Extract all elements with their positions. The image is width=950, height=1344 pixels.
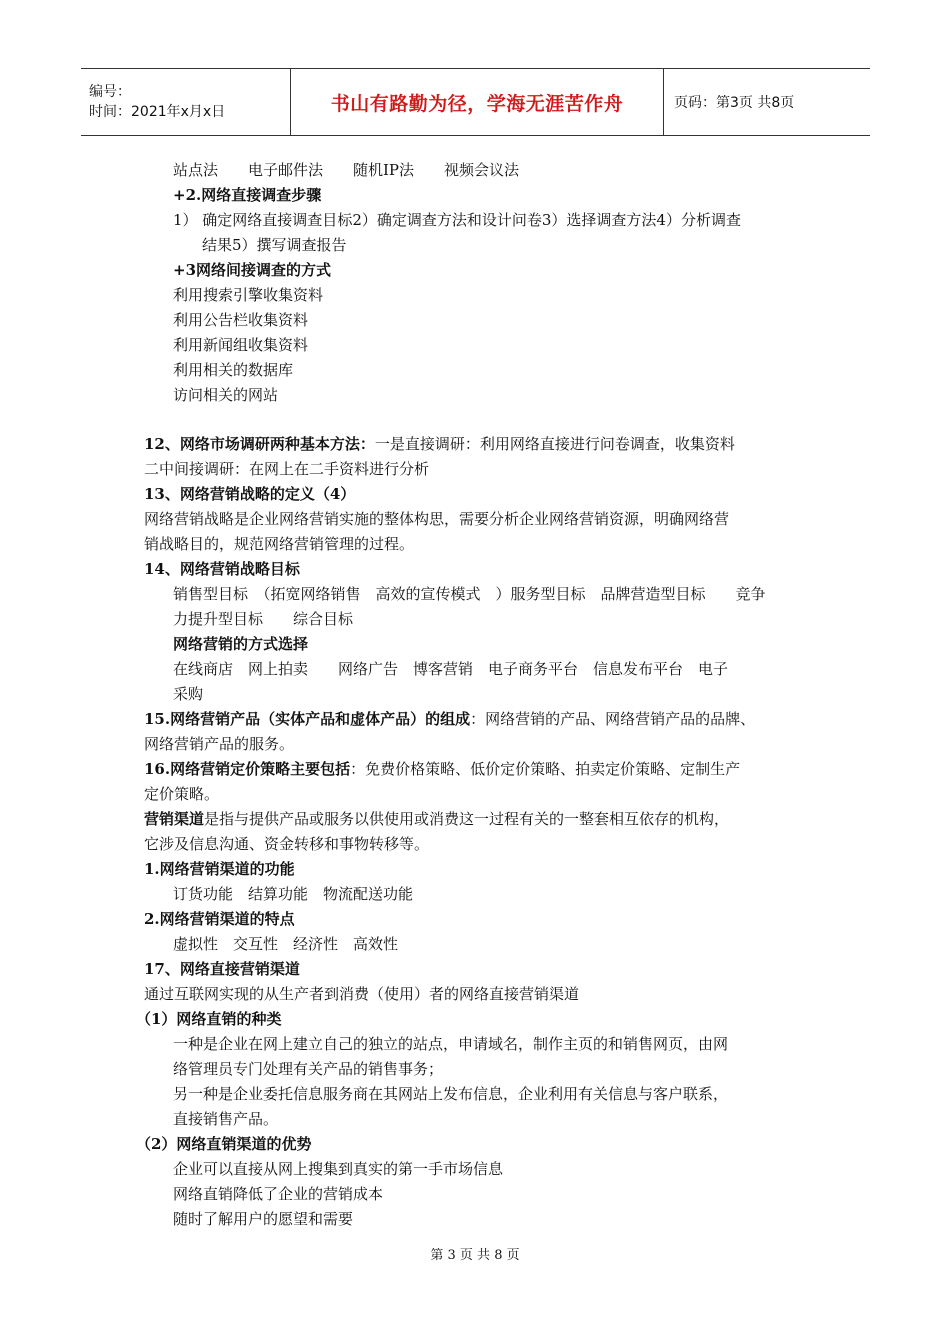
list-item: 网络直销降低了企业的营销成本 (173, 1185, 384, 1203)
paragraph-line: 直接销售产品。 (173, 1110, 279, 1128)
paragraph-line: 一种是企业在网上建立自己的独立的站点，申请域名，制作主页的和销售网页，由网 (173, 1035, 729, 1053)
section-heading: （2）网络直销渠道的优势 (136, 1135, 312, 1153)
list-item: 随时了解用户的愿望和需要 (173, 1210, 354, 1228)
inline-text: ：网络营销的产品、网络营销产品的品牌、 (470, 710, 756, 728)
page-header (81, 68, 870, 136)
paragraph-line (144, 757, 740, 781)
paragraph-line (144, 432, 735, 456)
section-heading: +3网络间接调查的方式 (173, 261, 332, 279)
paragraph-line: 订货功能 结算功能 物流配送功能 (173, 885, 414, 903)
paragraph-line: 网络营销战略是企业网络营销实施的整体构思，需要分析企业网络营销资源，明确网络营 (144, 510, 730, 528)
paragraph-line: 它涉及信息沟通、资金转移和事物转移等。 (144, 835, 430, 853)
paragraph-line: 力提升型目标 综合目标 (173, 610, 354, 628)
document-date-label: 时间：2021年x月x日 (89, 104, 226, 120)
paragraph-line (144, 807, 729, 831)
inline-text: ：免费价格策略、低价定价策略、拍卖定价策略、定制生产 (350, 760, 741, 778)
paragraph-line: 销战略目的，规范网络营销管理的过程。 (144, 535, 415, 553)
list-item: 利用搜索引擎收集资料 (173, 286, 324, 304)
list-item: 企业可以直接从网上搜集到真实的第一手市场信息 (173, 1160, 504, 1178)
survey-methods-line: 站点法 电子邮件法 随机IP法 视频会议法 (173, 161, 520, 179)
header-info-cell (81, 69, 291, 136)
section-heading: +2.网络直接调查步骤 (173, 186, 322, 204)
list-item: 利用公告栏收集资料 (173, 311, 309, 329)
paragraph-line: 二中间接调研：在网上在二手资料进行分析 (144, 460, 430, 478)
inline-heading: 12、网络市场调研两种基本方法： (144, 435, 375, 453)
section-heading: 2.网络营销渠道的特点 (144, 910, 295, 928)
section-heading: 14、网络营销战略目标 (144, 560, 300, 578)
inline-text: 是指与提供产品或服务以供使用或消费这一过程有关的一整套相互依存的机构， (204, 810, 730, 828)
section-heading: 13、网络营销战略的定义（4） (144, 485, 356, 503)
paragraph-line: 销售型目标 （拓宽网络销售 高效的宣传模式 ）服务型目标 品牌营造型目标 竞争 (173, 585, 766, 603)
list-item: 利用相关的数据库 (173, 361, 294, 379)
section-heading: 1.网络营销渠道的功能 (144, 860, 295, 878)
paragraph-line: 结果5）撰写调查报告 (202, 236, 347, 254)
paragraph-line: 网络营销产品的服务。 (144, 735, 295, 753)
header-page-number: 页码：第3页 共8页 (674, 95, 795, 111)
section-heading: 17、网络直接营销渠道 (144, 960, 300, 978)
paragraph-line: 采购 (173, 685, 204, 703)
header-motto-cell (291, 69, 664, 136)
header-page-cell (664, 69, 871, 136)
paragraph-line: 另一种是企业委托信息服务商在其网站上发布信息，企业利用有关信息与客户联系， (173, 1085, 729, 1103)
section-heading: （1）网络直销的种类 (136, 1010, 282, 1028)
section-heading: 网络营销的方式选择 (173, 635, 309, 653)
paragraph-line: 在线商店 网上拍卖 网络广告 博客营销 电子商务平台 信息发布平台 电子 (173, 660, 729, 678)
page-footer: 第 3 页 共 8 页 (430, 1248, 520, 1263)
header-motto: 书山有路勤为径，学海无涯苦作舟 (330, 92, 624, 115)
inline-heading: 15.网络营销产品（实体产品和虚体产品）的组成 (144, 710, 471, 728)
paragraph-line: 虚拟性 交互性 经济性 高效性 (173, 935, 399, 953)
inline-heading: 16.网络营销定价策略主要包括 (144, 760, 351, 778)
paragraph-line (144, 707, 755, 731)
paragraph-line: 络管理员专门处理有关产品的销售事务； (173, 1060, 444, 1078)
paragraph-line: 通过互联网实现的从生产者到消费（使用）者的网络直接营销渠道 (144, 985, 580, 1003)
list-item: 访问相关的网站 (173, 386, 279, 404)
paragraph-line: 定价策略。 (144, 785, 220, 803)
paragraph-line: 1） 确定网络直接调查目标2）确定调查方法和设计问卷3）选择调查方法4）分析调查 (173, 211, 741, 229)
inline-heading: 营销渠道 (144, 810, 205, 828)
document-number-label: 编号： (89, 84, 131, 100)
list-item: 利用新闻组收集资料 (173, 336, 309, 354)
inline-text: 一是直接调研：利用网络直接进行问卷调查，收集资料 (374, 435, 735, 453)
